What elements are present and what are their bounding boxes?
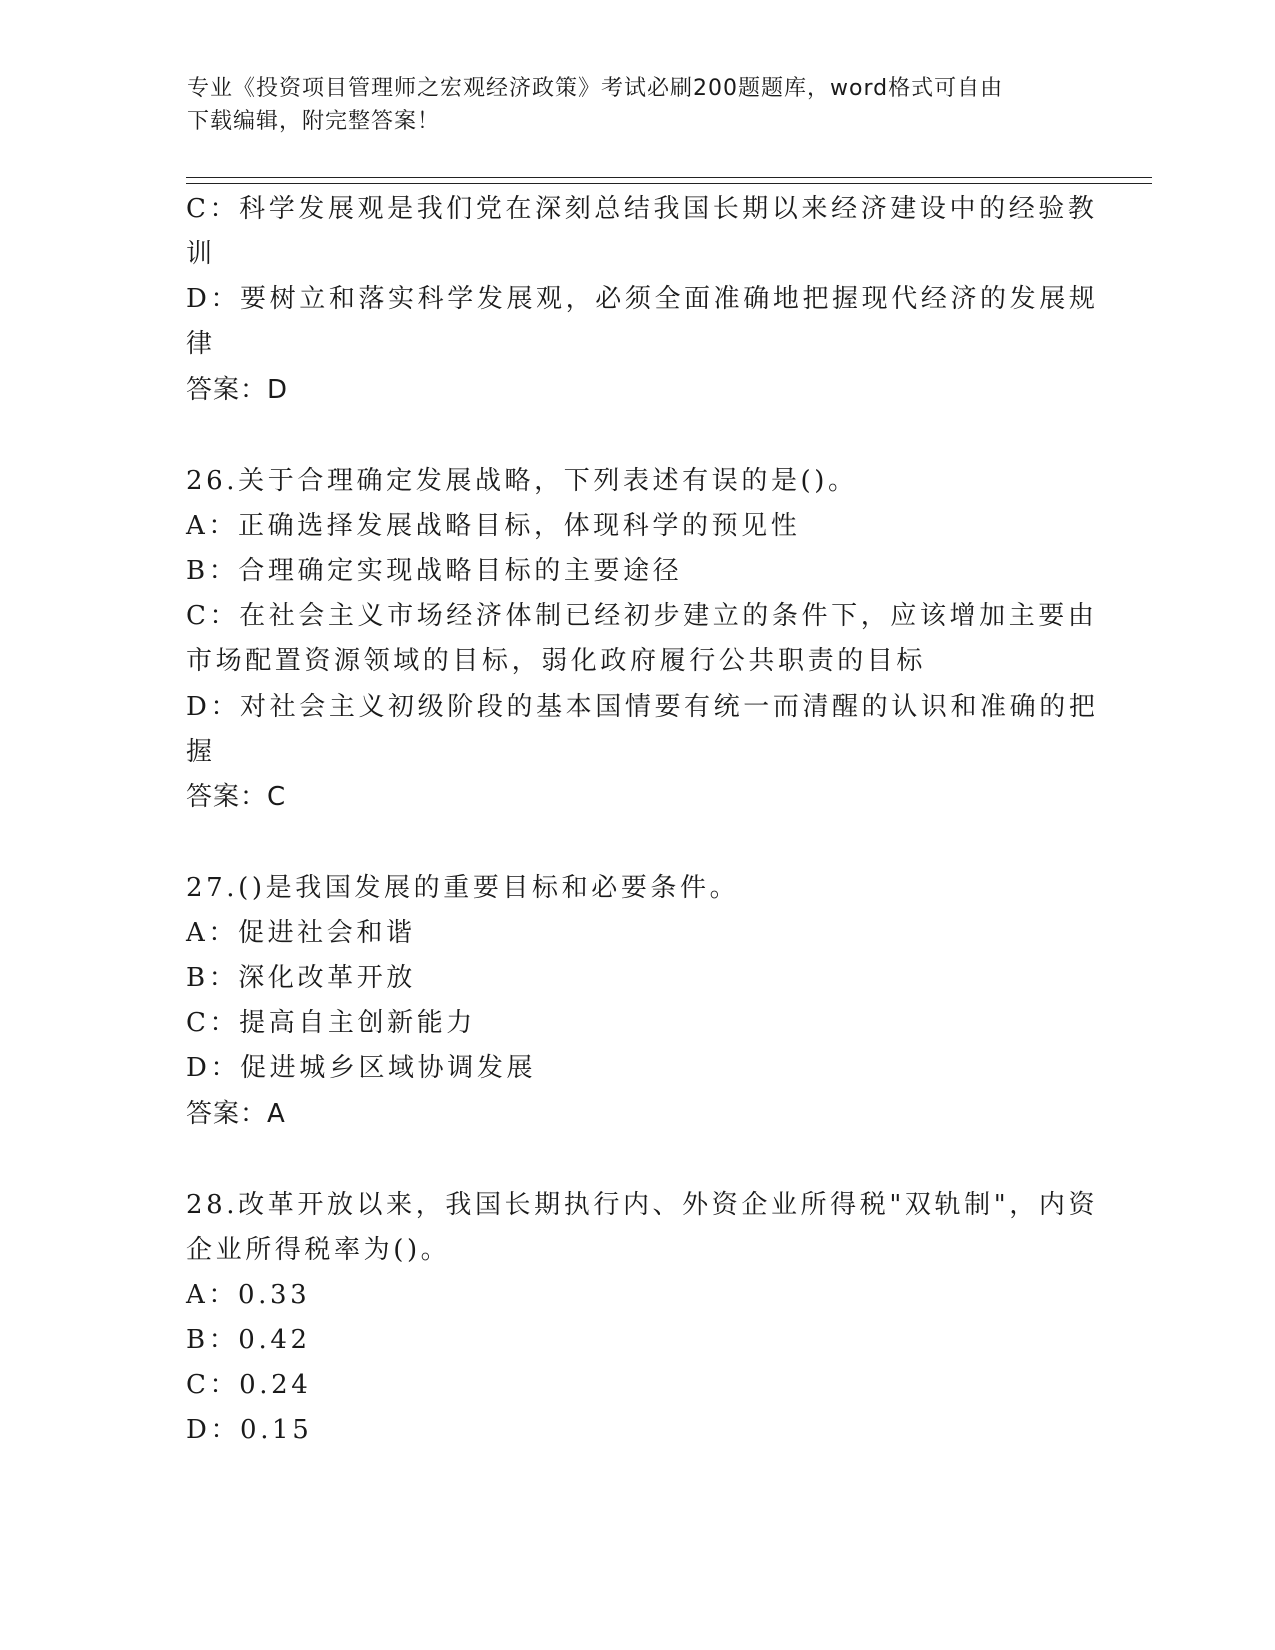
q28-option-c: C：0.24 xyxy=(186,1370,312,1400)
q25-option-c-line-2: 训 xyxy=(186,239,216,269)
q26-option-d-line-2: 握 xyxy=(186,737,216,767)
q27-option-b: B：深化改革开放 xyxy=(186,963,416,993)
q28-option-d: D：0.15 xyxy=(186,1415,313,1445)
q27-option-d: D：促进城乡区域协调发展 xyxy=(186,1053,537,1083)
q25-answer: 答案：D xyxy=(186,375,289,405)
q25-option-d-line-1: D：要树立和落实科学发展观，必须全面准确地把握现代经济的发展规 xyxy=(186,284,1099,314)
header-rule-bottom xyxy=(186,183,1152,184)
q25-option-d-line-2: 律 xyxy=(186,329,216,359)
q28-option-b: B：0.42 xyxy=(186,1325,311,1355)
q25-option-c-line-1: C：科学发展观是我们党在深刻总结我国长期以来经济建设中的经验教 xyxy=(186,194,1098,224)
header-line-1: 专业《投资项目管理师之宏观经济政策》考试必刷200题题库，word格式可自由 xyxy=(187,76,1004,101)
header-rule-top xyxy=(186,177,1152,178)
q27-option-c: C：提高自主创新能力 xyxy=(186,1008,476,1038)
q28-question-line-2: 企业所得税率为()。 xyxy=(186,1235,451,1265)
q26-option-b: B：合理确定实现战略目标的主要途径 xyxy=(186,556,683,586)
q27-option-a: A：促进社会和谐 xyxy=(186,918,416,948)
header-line-2: 下载编辑，附完整答案！ xyxy=(187,109,441,134)
q26-question: 26.关于合理确定发展战略，下列表述有误的是()。 xyxy=(186,466,858,496)
page-header xyxy=(187,72,1087,138)
q28-question-line-1: 28.改革开放以来，我国长期执行内、外资企业所得税"双轨制"，内资 xyxy=(186,1190,1099,1220)
q26-answer: 答案：C xyxy=(186,782,287,812)
q27-question: 27.()是我国发展的重要目标和必要条件。 xyxy=(186,873,740,903)
q27-answer: 答案：A xyxy=(186,1099,286,1129)
q28-option-a: A：0.33 xyxy=(186,1280,311,1310)
q26-option-c-line-1: C：在社会主义市场经济体制已经初步建立的条件下，应该增加主要由 xyxy=(186,601,1098,631)
q26-option-d-line-1: D：对社会主义初级阶段的基本国情要有统一而清醒的认识和准确的把 xyxy=(186,692,1099,722)
q26-option-a: A：正确选择发展战略目标，体现科学的预见性 xyxy=(186,511,801,541)
q26-option-c-line-2: 市场配置资源领域的目标，弱化政府履行公共职责的目标 xyxy=(186,646,927,676)
